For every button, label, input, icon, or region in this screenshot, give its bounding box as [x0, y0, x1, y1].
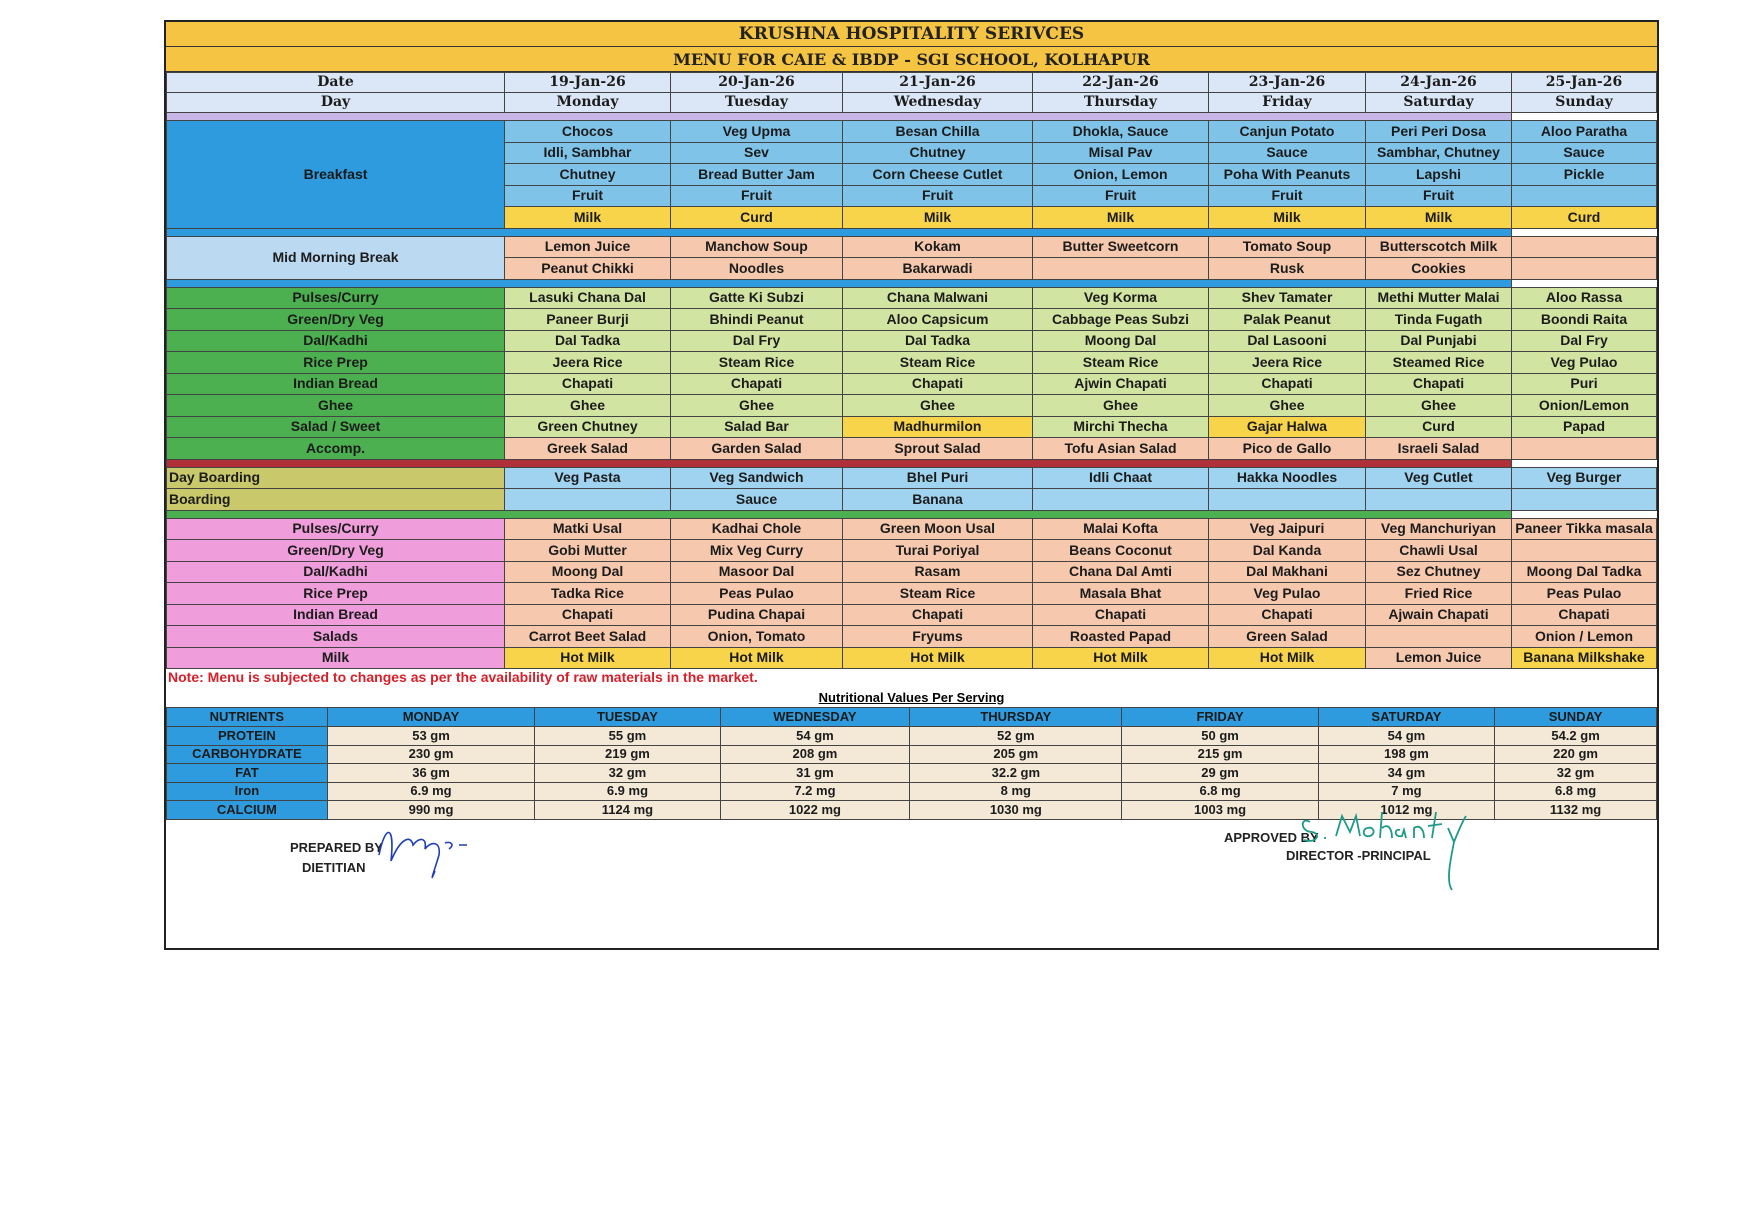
lunch-item: Mirchi Thecha — [1033, 416, 1209, 438]
nutrient-value: 54.2 gm — [1495, 727, 1657, 746]
nutrient-value: 32 gm — [535, 764, 720, 783]
lunch-item: Dal Punjabi — [1366, 330, 1512, 352]
lunch-item: Boondi Raita — [1512, 309, 1657, 331]
day-cell: Tuesday — [671, 93, 843, 113]
day-cell: Thursday — [1033, 93, 1209, 113]
mid-morning-item: Bakarwadi — [843, 258, 1033, 280]
lunch-category-label: Green/Dry Veg — [167, 309, 505, 331]
boarding-item — [1209, 489, 1366, 511]
mid-morning-item: Manchow Soup — [671, 236, 843, 258]
signature-area — [166, 820, 1657, 900]
director-label: DIRECTOR -PRINCIPAL — [1286, 847, 1431, 863]
nutrient-value: 6.8 mg — [1495, 782, 1657, 801]
nutrient-value: 34 gm — [1318, 764, 1494, 783]
breakfast-item: Poha With Peanuts — [1209, 164, 1366, 186]
lunch-item: Steam Rice — [1033, 352, 1209, 374]
breakfast-item: Chocos — [505, 121, 671, 143]
breakfast-item: Milk — [1366, 207, 1512, 229]
nutrient-value: 1124 mg — [535, 801, 720, 820]
dinner-item: Green Moon Usal — [843, 518, 1033, 540]
lunch-item — [1512, 438, 1657, 460]
nutrient-value: 32.2 gm — [910, 764, 1122, 783]
dinner-item: Ajwain Chapati — [1366, 604, 1512, 626]
dinner-item: Lemon Juice — [1366, 647, 1512, 669]
day-cell-label: Day — [167, 93, 505, 113]
breakfast-item: Idli, Sambhar — [505, 142, 671, 164]
lunch-item: Dal Fry — [671, 330, 843, 352]
nutrition-day-header: SUNDAY — [1495, 708, 1657, 727]
day-cell: Wednesday — [843, 93, 1033, 113]
nutrient-value: 1012 mg — [1318, 801, 1494, 820]
dinner-item: Fryums — [843, 626, 1033, 648]
dinner-item: Malai Kofta — [1033, 518, 1209, 540]
nutrient-value: 53 gm — [327, 727, 535, 746]
lunch-item: Aloo Capsicum — [843, 309, 1033, 331]
day-cell: Monday — [505, 93, 671, 113]
breakfast-item: Fruit — [1209, 185, 1366, 207]
nutrient-value: 205 gm — [910, 745, 1122, 764]
lunch-item: Chana Malwani — [843, 287, 1033, 309]
dinner-item: Gobi Mutter — [505, 540, 671, 562]
lunch-item: Veg Korma — [1033, 287, 1209, 309]
mid-morning-item: Kokam — [843, 236, 1033, 258]
dinner-item: Hot Milk — [505, 647, 671, 669]
lunch-item: Jeera Rice — [505, 352, 671, 374]
lunch-item: Chapati — [843, 373, 1033, 395]
breakfast-item: Besan Chilla — [843, 121, 1033, 143]
lunch-item: Puri — [1512, 373, 1657, 395]
menu-note: Note: Menu is subjected to changes as per the availability of raw materials in the market. — [168, 669, 758, 685]
mid-morning-item: Lemon Juice — [505, 236, 671, 258]
mid-morning-item — [1033, 258, 1209, 280]
dinner-item: Turai Poriyal — [843, 540, 1033, 562]
lunch-item: Sprout Salad — [843, 438, 1033, 460]
dinner-category-label: Pulses/Curry — [167, 518, 505, 540]
lunch-category-label: Ghee — [167, 395, 505, 417]
breakfast-item: Veg Upma — [671, 121, 843, 143]
lunch-category-label: Pulses/Curry — [167, 287, 505, 309]
dinner-item: Peas Pulao — [671, 583, 843, 605]
lunch-item: Steam Rice — [843, 352, 1033, 374]
mid-morning-item: Cookies — [1366, 258, 1512, 280]
lunch-item: Chapati — [1209, 373, 1366, 395]
dinner-item: Tadka Rice — [505, 583, 671, 605]
lunch-item: Gatte Ki Subzi — [671, 287, 843, 309]
breakfast-item: Chutney — [843, 142, 1033, 164]
dinner-item: Chapati — [1209, 604, 1366, 626]
breakfast-item: Misal Pav — [1033, 142, 1209, 164]
section-divider — [167, 279, 1512, 287]
date-cell: 22-Jan-26 — [1033, 73, 1209, 93]
lunch-item: Ghee — [1209, 395, 1366, 417]
lunch-item: Ghee — [843, 395, 1033, 417]
lunch-item: Salad Bar — [671, 416, 843, 438]
lunch-item: Dal Tadka — [843, 330, 1033, 352]
lunch-item: Lasuki Chana Dal — [505, 287, 671, 309]
date-cell: 20-Jan-26 — [671, 73, 843, 93]
boarding-item: Sauce — [671, 489, 843, 511]
lunch-category-label: Indian Bread — [167, 373, 505, 395]
approved-by-label: APPROVED BY — [1224, 829, 1319, 845]
date-cell: 19-Jan-26 — [505, 73, 671, 93]
dinner-item: Steam Rice — [843, 583, 1033, 605]
dinner-item: Carrot Beet Salad — [505, 626, 671, 648]
nutrient-value: 208 gm — [720, 745, 910, 764]
lunch-item: Veg Pulao — [1512, 352, 1657, 374]
breakfast-item: Fruit — [671, 185, 843, 207]
boarding-item: Hakka Noodles — [1209, 467, 1366, 489]
boarding-label: Boarding — [167, 489, 505, 511]
nutrient-value: 54 gm — [1318, 727, 1494, 746]
nutrition-day-header: SATURDAY — [1318, 708, 1494, 727]
nutrient-name: CALCIUM — [167, 801, 328, 820]
section-divider — [167, 459, 1512, 467]
lunch-item: Israeli Salad — [1366, 438, 1512, 460]
boarding-item: Veg Pasta — [505, 467, 671, 489]
mid-morning-item — [1512, 236, 1657, 258]
dinner-item: Hot Milk — [671, 647, 843, 669]
dinner-item: Dal Kanda — [1209, 540, 1366, 562]
lunch-item: Onion/Lemon — [1512, 395, 1657, 417]
dinner-item: Chapati — [1033, 604, 1209, 626]
lunch-item: Chapati — [1366, 373, 1512, 395]
boarding-item — [1033, 489, 1209, 511]
nutrient-value: 31 gm — [720, 764, 910, 783]
lunch-item: Ghee — [1033, 395, 1209, 417]
breakfast-item: Aloo Paratha — [1512, 121, 1657, 143]
principal-signature — [1296, 802, 1496, 892]
nutrient-value: 55 gm — [535, 727, 720, 746]
breakfast-item: Chutney — [505, 164, 671, 186]
breakfast-item: Sambhar, Chutney — [1366, 142, 1512, 164]
nutrient-value: 8 mg — [910, 782, 1122, 801]
boarding-item: Banana — [843, 489, 1033, 511]
boarding-item: Veg Sandwich — [671, 467, 843, 489]
dinner-item: Rasam — [843, 561, 1033, 583]
breakfast-item: Sev — [671, 142, 843, 164]
dinner-item: Beans Coconut — [1033, 540, 1209, 562]
breakfast-item: Sauce — [1209, 142, 1366, 164]
nutrition-day-header: WEDNESDAY — [720, 708, 910, 727]
nutrition-day-header: TUESDAY — [535, 708, 720, 727]
nutrient-value: 1022 mg — [720, 801, 910, 820]
dinner-item: Chapati — [505, 604, 671, 626]
nutrition-day-header: MONDAY — [327, 708, 535, 727]
boarding-item — [1512, 489, 1657, 511]
boarding-item — [505, 489, 671, 511]
nutrient-value: 219 gm — [535, 745, 720, 764]
mid-morning-item: Peanut Chikki — [505, 258, 671, 280]
nutrient-value: 32 gm — [1495, 764, 1657, 783]
nutrient-value: 50 gm — [1122, 727, 1318, 746]
nutrient-name: Iron — [167, 782, 328, 801]
dinner-category-label: Rice Prep — [167, 583, 505, 605]
date-cell: 24-Jan-26 — [1366, 73, 1512, 93]
dinner-item: Kadhai Chole — [671, 518, 843, 540]
breakfast-item: Dhokla, Sauce — [1033, 121, 1209, 143]
lunch-item: Pico de Gallo — [1209, 438, 1366, 460]
lunch-item: Ghee — [1366, 395, 1512, 417]
lunch-item: Tinda Fugath — [1366, 309, 1512, 331]
dinner-item: Dal Makhani — [1209, 561, 1366, 583]
dinner-category-label: Milk — [167, 647, 505, 669]
nutrient-value: 230 gm — [327, 745, 535, 764]
nutrient-value: 29 gm — [1122, 764, 1318, 783]
dinner-item: Masala Bhat — [1033, 583, 1209, 605]
nutrient-value: 990 mg — [327, 801, 535, 820]
boarding-item — [1366, 489, 1512, 511]
breakfast-item: Pickle — [1512, 164, 1657, 186]
dinner-category-label: Salads — [167, 626, 505, 648]
day-cell: Sunday — [1512, 93, 1657, 113]
section-divider — [167, 510, 1512, 518]
dinner-item: Matki Usal — [505, 518, 671, 540]
boarding-item: Veg Cutlet — [1366, 467, 1512, 489]
lunch-item: Papad — [1512, 416, 1657, 438]
lunch-item: Gajar Halwa — [1209, 416, 1366, 438]
dinner-item: Hot Milk — [1033, 647, 1209, 669]
dinner-item: Roasted Papad — [1033, 626, 1209, 648]
lunch-item: Tofu Asian Salad — [1033, 438, 1209, 460]
dinner-item: Veg Jaipuri — [1209, 518, 1366, 540]
lunch-item: Dal Fry — [1512, 330, 1657, 352]
nutrient-value: 6.9 mg — [535, 782, 720, 801]
breakfast-item: Milk — [505, 207, 671, 229]
boarding-item: Idli Chaat — [1033, 467, 1209, 489]
dinner-item: Paneer Tikka masala — [1512, 518, 1657, 540]
lunch-item: Bhindi Peanut — [671, 309, 843, 331]
dinner-category-label: Dal/Kadhi — [167, 561, 505, 583]
dinner-item: Onion / Lemon — [1512, 626, 1657, 648]
lunch-item: Garden Salad — [671, 438, 843, 460]
company-title: KRUSHNA HOSPITALITY SERIVCES — [166, 22, 1657, 47]
dinner-item: Green Salad — [1209, 626, 1366, 648]
menu-table — [166, 72, 1657, 669]
date-cell-label: Date — [167, 73, 505, 93]
lunch-item: Ghee — [671, 395, 843, 417]
nutrient-name: CARBOHYDRATE — [167, 745, 328, 764]
breakfast-item: Curd — [1512, 207, 1657, 229]
nutrient-value: 7 mg — [1318, 782, 1494, 801]
breakfast-item: Milk — [843, 207, 1033, 229]
dinner-item — [1366, 626, 1512, 648]
nutrient-value: 36 gm — [327, 764, 535, 783]
dinner-item: Hot Milk — [843, 647, 1033, 669]
date-cell: 25-Jan-26 — [1512, 73, 1657, 93]
breakfast-item: Corn Cheese Cutlet — [843, 164, 1033, 186]
nutrient-value: 1132 mg — [1495, 801, 1657, 820]
lunch-item: Dal Tadka — [505, 330, 671, 352]
mid-morning-item — [1512, 258, 1657, 280]
dinner-item: Peas Pulao — [1512, 583, 1657, 605]
lunch-category-label: Accomp. — [167, 438, 505, 460]
mid-morning-item: Butterscotch Milk — [1366, 236, 1512, 258]
breakfast-item: Peri Peri Dosa — [1366, 121, 1512, 143]
dinner-category-label: Green/Dry Veg — [167, 540, 505, 562]
menu-title: MENU FOR CAIE & IBDP - SGI SCHOOL, KOLHAPUR — [166, 47, 1657, 72]
breakfast-item: Fruit — [505, 185, 671, 207]
day-cell: Saturday — [1366, 93, 1512, 113]
lunch-item: Ghee — [505, 395, 671, 417]
dinner-item: Chana Dal Amti — [1033, 561, 1209, 583]
dinner-item: Mix Veg Curry — [671, 540, 843, 562]
nutrient-name: PROTEIN — [167, 727, 328, 746]
breakfast-label: Breakfast — [167, 121, 505, 229]
prepared-by-label: PREPARED BY — [290, 839, 383, 855]
nutrition-day-header: THURSDAY — [910, 708, 1122, 727]
breakfast-item: Milk — [1209, 207, 1366, 229]
dinner-item: Veg Manchuriyan — [1366, 518, 1512, 540]
nutrient-name: FAT — [167, 764, 328, 783]
lunch-item: Chapati — [505, 373, 671, 395]
boarding-item: Bhel Puri — [843, 467, 1033, 489]
breakfast-item: Fruit — [843, 185, 1033, 207]
dinner-item: Moong Dal Tadka — [1512, 561, 1657, 583]
breakfast-item: Milk — [1033, 207, 1209, 229]
nutrition-title: Nutritional Values Per Serving — [818, 690, 1005, 705]
lunch-item: Aloo Rassa — [1512, 287, 1657, 309]
dinner-item: Moong Dal — [505, 561, 671, 583]
dinner-category-label: Indian Bread — [167, 604, 505, 626]
nutrition-day-header: FRIDAY — [1122, 708, 1318, 727]
breakfast-item: Onion, Lemon — [1033, 164, 1209, 186]
breakfast-item — [1512, 185, 1657, 207]
lunch-item: Steam Rice — [671, 352, 843, 374]
boarding-item: Veg Burger — [1512, 467, 1657, 489]
mid-morning-item: Rusk — [1209, 258, 1366, 280]
breakfast-item: Lapshi — [1366, 164, 1512, 186]
mid-morning-item: Tomato Soup — [1209, 236, 1366, 258]
lunch-item: Ajwin Chapati — [1033, 373, 1209, 395]
dinner-item: Chapati — [843, 604, 1033, 626]
dinner-item: Hot Milk — [1209, 647, 1366, 669]
mid-morning-label: Mid Morning Break — [167, 236, 505, 279]
nutrient-value: 220 gm — [1495, 745, 1657, 764]
dinner-item: Veg Pulao — [1209, 583, 1366, 605]
lunch-item: Green Chutney — [505, 416, 671, 438]
nutrient-value: 6.9 mg — [327, 782, 535, 801]
dinner-item: Masoor Dal — [671, 561, 843, 583]
dinner-item: Chawli Usal — [1366, 540, 1512, 562]
dinner-item: Chapati — [1512, 604, 1657, 626]
breakfast-item: Curd — [671, 207, 843, 229]
breakfast-item: Fruit — [1033, 185, 1209, 207]
dinner-item: Pudina Chapai — [671, 604, 843, 626]
dietitian-label: DIETITIAN — [302, 859, 366, 875]
mid-morning-item: Noodles — [671, 258, 843, 280]
nutrient-value: 198 gm — [1318, 745, 1494, 764]
nutrient-value: 52 gm — [910, 727, 1122, 746]
lunch-item: Madhurmilon — [843, 416, 1033, 438]
breakfast-item: Sauce — [1512, 142, 1657, 164]
nutrient-value: 7.2 mg — [720, 782, 910, 801]
dinner-item — [1512, 540, 1657, 562]
lunch-category-label: Dal/Kadhi — [167, 330, 505, 352]
breakfast-item: Bread Butter Jam — [671, 164, 843, 186]
lunch-item: Paneer Burji — [505, 309, 671, 331]
lunch-item: Cabbage Peas Subzi — [1033, 309, 1209, 331]
date-cell: 23-Jan-26 — [1209, 73, 1366, 93]
dinner-item: Sez Chutney — [1366, 561, 1512, 583]
lunch-item: Shev Tamater — [1209, 287, 1366, 309]
lunch-item: Moong Dal — [1033, 330, 1209, 352]
lunch-item: Steamed Rice — [1366, 352, 1512, 374]
lunch-item: Palak Peanut — [1209, 309, 1366, 331]
day-cell: Friday — [1209, 93, 1366, 113]
lunch-category-label: Rice Prep — [167, 352, 505, 374]
date-cell: 21-Jan-26 — [843, 73, 1033, 93]
lunch-item: Dal Lasooni — [1209, 330, 1366, 352]
dinner-item: Banana Milkshake — [1512, 647, 1657, 669]
lunch-item: Chapati — [671, 373, 843, 395]
nutrient-value: 6.8 mg — [1122, 782, 1318, 801]
dinner-item: Onion, Tomato — [671, 626, 843, 648]
breakfast-item: Fruit — [1366, 185, 1512, 207]
menu-sheet — [164, 20, 1659, 950]
dietitian-signature — [371, 815, 471, 885]
nutrient-value: 1030 mg — [910, 801, 1122, 820]
lunch-category-label: Salad / Sweet — [167, 416, 505, 438]
dinner-item: Fried Rice — [1366, 583, 1512, 605]
nutrient-value: 215 gm — [1122, 745, 1318, 764]
nutrients-header: NUTRIENTS — [167, 708, 328, 727]
lunch-item: Methi Mutter Malai — [1366, 287, 1512, 309]
mid-morning-item: Butter Sweetcorn — [1033, 236, 1209, 258]
lunch-item: Curd — [1366, 416, 1512, 438]
nutrient-value: 1003 mg — [1122, 801, 1318, 820]
lunch-item: Greek Salad — [505, 438, 671, 460]
section-divider — [167, 228, 1512, 236]
section-divider — [167, 113, 1512, 121]
boarding-label: Day Boarding — [167, 467, 505, 489]
breakfast-item: Canjun Potato — [1209, 121, 1366, 143]
lunch-item: Jeera Rice — [1209, 352, 1366, 374]
nutrient-value: 54 gm — [720, 727, 910, 746]
